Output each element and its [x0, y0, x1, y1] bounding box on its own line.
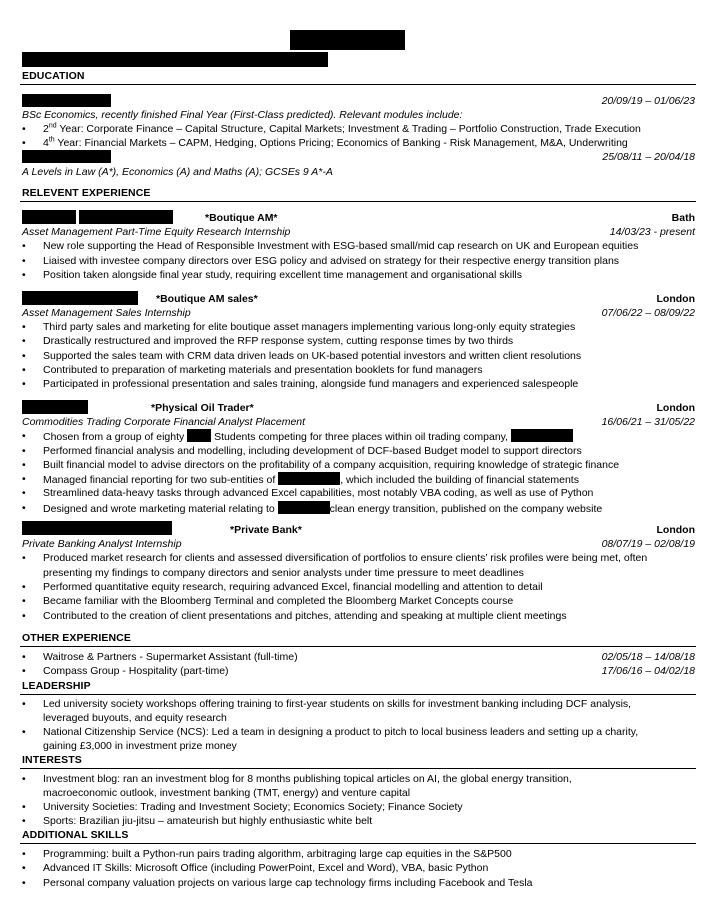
- bullet: •: [22, 698, 26, 710]
- job-bullet: Managed financial reporting for two sub-entities of , which included the building of financial statements: [43, 474, 579, 486]
- section-title-other-experience: OTHER EXPERIENCE: [22, 632, 131, 644]
- job-bullet: Liaised with investee company directors over ESG policy and advised on strategy for their respective energy transition plans: [43, 255, 620, 267]
- education-module-year4: 4th Year: Financial Markets – CAPM, Hedging, Options Pricing; Economics of Banking - Risk Management, M&A, Underwriting: [43, 136, 628, 149]
- bullet: •: [22, 848, 26, 860]
- section-divider: [20, 84, 696, 85]
- job-bullet: Chosen from a group of eighty Students competing for three places within oil trading company,: [43, 429, 573, 444]
- bullet: •: [22, 487, 26, 499]
- job-company: *Boutique AM sales*: [156, 293, 258, 305]
- bullet: •: [22, 137, 26, 149]
- skill-item: Programming: built a Python-run pairs trading algorithm, arbitraging large cap equities in the S&P500: [43, 848, 512, 860]
- bullet: •: [22, 445, 26, 457]
- job-dates: 07/06/22 – 08/09/22: [601, 307, 695, 319]
- interest-item-continuation: macroeconomic outlook, investment banking (TMT, energy) and venture capital: [43, 787, 411, 799]
- section-divider: [20, 843, 696, 844]
- other-item-dates: 02/05/18 – 14/08/18: [601, 651, 695, 663]
- job-bullet: Performed financial analysis and modelling, including development of DCF-based Budget model to support directors: [43, 445, 582, 457]
- job-bullet: Produced market research for clients and assessed diversification of portfolios to ensure clients’ risk profiles were being met, often: [43, 552, 648, 564]
- education-module-year2: 2nd Year: Corporate Finance – Capital Structure, Capital Markets; Investment & Trading – Portfolio Construction, Trade Execution: [43, 122, 641, 135]
- section-divider: [20, 201, 696, 202]
- job-bullet-continuation: presenting my findings to company directors and senior analysts under time pressure to meet deadlines: [43, 567, 524, 579]
- bullet: •: [22, 877, 26, 889]
- education-school-desc: A Levels in Law (A*), Economics (A) and Maths (A); GCSEs 9 A*-A: [22, 166, 333, 178]
- leadership-item-continuation: gaining £3,000 in investment prize money: [43, 740, 237, 752]
- bullet: •: [22, 726, 26, 738]
- bullet: •: [22, 801, 26, 813]
- job-company: *Private Bank*: [230, 524, 302, 536]
- other-item: Compass Group - Hospitality (part-time): [43, 665, 229, 677]
- bullet: •: [22, 123, 26, 135]
- section-title-interests: INTERESTS: [22, 754, 82, 766]
- bullet: •: [22, 595, 26, 607]
- job-bullet: Drastically restructured and improved the RFP response system, cutting response times by two thirds: [43, 335, 514, 347]
- job-bullet: Built financial model to advise directors on the profitability of a company acquisition, requiring knowledge of strategic finance: [43, 459, 620, 471]
- bullet: •: [22, 502, 26, 514]
- education-uni-desc: BSc Economics, recently finished Final Year (First-Class predicted). Relevant modules include:: [22, 109, 463, 121]
- bullet: •: [22, 364, 26, 376]
- job-bullet: New role supporting the Head of Responsible Investment with ESG-based small/mid cap research on UK and European equities: [43, 240, 639, 252]
- job-location: London: [656, 524, 695, 536]
- bullet: •: [22, 255, 26, 267]
- section-title-leadership: LEADERSHIP: [22, 680, 91, 692]
- job-role: Asset Management Part-Time Equity Research Internship: [22, 226, 291, 238]
- job-bullet: Contributed to the creation of client presentations and pitches, attending and speaking at multiple client meetings: [43, 610, 567, 622]
- bullet: •: [22, 350, 26, 362]
- job-bullet: Performed quantitative equity research, requiring advanced Excel, financial modelling and attention to detail: [43, 581, 543, 593]
- redacted-contact-info: [22, 52, 328, 67]
- leadership-item: National Citizenship Service (NCS): Led a team in designing a product to pitch to local business leaders and setting up a charity,: [43, 726, 639, 738]
- bullet: •: [22, 430, 26, 442]
- section-title-experience: RELEVENT EXPERIENCE: [22, 187, 151, 199]
- job-location: London: [656, 402, 695, 414]
- job-role: Private Banking Analyst Internship: [22, 538, 182, 550]
- interest-item: Investment blog: ran an investment blog for 8 months publishing topical articles on AI, the global energy transition,: [43, 773, 572, 785]
- job-location: Bath: [671, 212, 695, 224]
- section-divider: [20, 694, 696, 695]
- bullet: •: [22, 459, 26, 471]
- bullet: •: [22, 552, 26, 564]
- bullet: •: [22, 773, 26, 785]
- bullet: •: [22, 862, 26, 874]
- leadership-item-continuation: leveraged buyouts, and equity research: [43, 712, 227, 724]
- redacted-name: [290, 30, 405, 50]
- job-bullet: Participated in professional presentation and sales training, alongside fund managers and experienced salespeople: [43, 378, 579, 390]
- other-item: Waitrose & Partners - Supermarket Assistant (full-time): [43, 651, 298, 663]
- bullet: •: [22, 581, 26, 593]
- job-bullet: Contributed to preparation of marketing materials and presentation booklets for fund managers: [43, 364, 483, 376]
- job-bullet: Third party sales and marketing for elite boutique asset managers implementing various long-only equity strategies: [43, 321, 576, 333]
- job-location: London: [656, 293, 695, 305]
- bullet: •: [22, 815, 26, 827]
- bullet: •: [22, 240, 26, 252]
- interest-item: University Societies: Trading and Investment Society; Economics Society; Finance Society: [43, 801, 463, 813]
- redacted-text: [187, 429, 211, 442]
- interest-item: Sports: Brazilian jiu-jitsu – amateurish but highly enthusiastic white belt: [43, 815, 373, 827]
- bullet: •: [22, 665, 26, 677]
- education-uni-dates: 20/09/19 – 01/06/23: [601, 95, 695, 107]
- bullet: •: [22, 610, 26, 622]
- job-dates: 14/03/23 - present: [609, 226, 695, 238]
- bullet: •: [22, 473, 26, 485]
- section-title-skills: ADDITIONAL SKILLS: [22, 829, 129, 841]
- job-bullet: Designed and wrote marketing material relating to clean energy transition, published on the company website: [43, 503, 603, 515]
- other-item-dates: 17/06/16 – 04/02/18: [601, 665, 695, 677]
- job-bullet: Position taken alongside final year study, requiring excellent time management and organisational skills: [43, 269, 522, 281]
- education-school-dates: 25/08/11 – 20/04/18: [602, 151, 695, 163]
- redacted-text: [278, 472, 340, 485]
- job-bullet: Supported the sales team with CRM data driven leads on UK-based potential investors and written client resolutions: [43, 350, 582, 362]
- skill-item: Advanced IT Skills: Microsoft Office (including PowerPoint, Excel and Word), VBA, basic Python: [43, 862, 489, 874]
- job-dates: 08/07/19 – 02/08/19: [601, 538, 695, 550]
- job-dates: 16/06/21 – 31/05/22: [601, 416, 695, 428]
- redacted-text: [278, 501, 330, 514]
- bullet: •: [22, 269, 26, 281]
- skill-item: Personal company valuation projects on various large cap technology firms including Facebook and Tesla: [43, 877, 533, 889]
- job-bullet: Streamlined data-heavy tasks through advanced Excel capabilities, most notably VBA coding, as well as use of Python: [43, 487, 594, 499]
- job-role: Commodities Trading Corporate Financial Analyst Placement: [22, 416, 306, 428]
- job-bullet: Became familiar with the Bloomberg Terminal and completed the Bloomberg Market Concepts course: [43, 595, 514, 607]
- section-title-education: EDUCATION: [22, 70, 85, 82]
- job-company: *Physical Oil Trader*: [151, 402, 254, 414]
- job-role: Asset Management Sales Internship: [22, 307, 191, 319]
- bullet: •: [22, 321, 26, 333]
- section-divider: [20, 646, 696, 647]
- bullet: •: [22, 378, 26, 390]
- job-company: *Boutique AM*: [205, 212, 278, 224]
- bullet: •: [22, 651, 26, 663]
- redacted-text: [511, 429, 573, 442]
- section-divider: [20, 768, 696, 769]
- bullet: •: [22, 335, 26, 347]
- leadership-item: Led university society workshops offering training to first-year students on skills for investment banking including DCF analysis,: [43, 698, 632, 710]
